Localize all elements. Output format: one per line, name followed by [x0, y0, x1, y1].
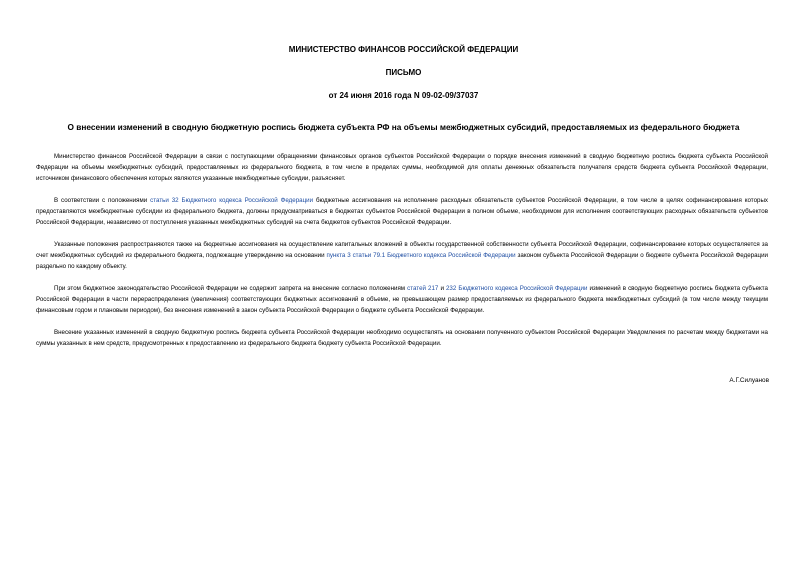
- paragraph-1: Министерство финансов Российской Федерации в связи с поступающими обращениями финансовых органов субъектов Российской Федерации о порядке внесения изменений в сводную бюджетную роспись бюджета субъекта Российской Федерации на объемы межбюджетных субсидий, предоставляемых из федерального бюджета, в том числе в пределах суммы, необходимой для оплаты денежных обязательств получателя средств бюджета субъекта Российской Федерации, источником финансового обеспечения которых являются указанные межбюджетные субсидии, разъясняет.: [36, 153, 768, 182]
- link-article-79-1[interactable]: пункта 3 статьи 79.1 Бюджетного кодекса Российской Федерации: [326, 251, 516, 259]
- paragraph-2: [36, 196, 768, 229]
- link-article-232[interactable]: 232 Бюджетного кодекса Российской Федерации: [445, 284, 588, 292]
- paragraph-3-text-after: законом субъекта Российской Федерации о бюджете субъекта Российской Федерации раздельно по каждому объекту.: [36, 251, 768, 270]
- document-type: ПИСЬМО: [385, 68, 422, 77]
- paragraph-5: Внесение указанных изменений в сводную бюджетную роспись бюджета субъекта Российской Федерации необходимо осуществлять на основании полученного субъектом Российской Федерации Уведомления по расчетам между бюджетами на суммы указанных в нем средств, предусмотренных к предоставлению из федерального бюджета бюджету субъекта Российской Федерации.: [36, 328, 768, 347]
- ministry-title: МИНИСТЕРСТВО ФИНАНСОВ РОССИЙСКОЙ ФЕДЕРАЦИИ: [288, 45, 519, 54]
- paragraph-3-text-before: Указанные положения распространяются также на бюджетные ассигнования на осуществление капитальных вложений в объекты государственной собственности субъекта Российской Федерации, софинансирование которых осуществляется за счет межбюджетных субсидий из федерального бюджета, подлежащие утверждению на основании: [36, 240, 768, 259]
- document-body: [36, 152, 768, 361]
- paragraph-4: [36, 284, 768, 317]
- link-article-32[interactable]: статьи 32 Бюджетного кодекса Российской Федерации: [150, 196, 314, 204]
- paragraph-4-text-after: изменений в сводную бюджетную роспись бюджета субъекта Российской Федерации в части перераспределения (увеличения) соответствующих бюджетных ассигнований в объеме, не превышающем размер предоставляемых из федерального бюджета межбюджетных субсидий (в том числе между текущим финансовым годом и плановым периодом), без внесения изменений в закон субъекта Российской Федерации о бюджете субъекта Российской Федерации.: [36, 284, 768, 314]
- paragraph-2-text-after: бюджетные ассигнования на исполнение расходных обязательств субъектов Российской Федерации, в том числе в целях софинансирования которых предоставляются межбюджетные субсидии из федерального бюджета, должны предусматриваться в бюджетах субъектов Российской Федерации в полном объеме, необходимом для исполнения соответствующих расходных обязательств субъектов Российской Федерации, независимо от поступления указанных межбюджетных субсидий на счета бюджетов субъектов Российской Федерации.: [36, 196, 768, 226]
- paragraph-4-text-middle: и: [438, 284, 446, 292]
- paragraph-3: [36, 240, 768, 273]
- document-date-number: от 24 июня 2016 года N 09-02-09/37037: [328, 91, 479, 100]
- signature: А.Г.Силуанов: [729, 377, 769, 384]
- paragraph-4-text-before: При этом бюджетное законодательство Российской Федерации не содержит запрета на внесение согласно положениям: [54, 284, 408, 292]
- document-subject: О внесении изменений в сводную бюджетную роспись бюджета субъекта РФ на объемы межбюджетных субсидий, предоставляемых из федерального бюджета: [67, 122, 740, 132]
- paragraph-2-text-before: В соответствии с положениями: [54, 196, 151, 204]
- link-article-217[interactable]: статей 217: [407, 284, 439, 292]
